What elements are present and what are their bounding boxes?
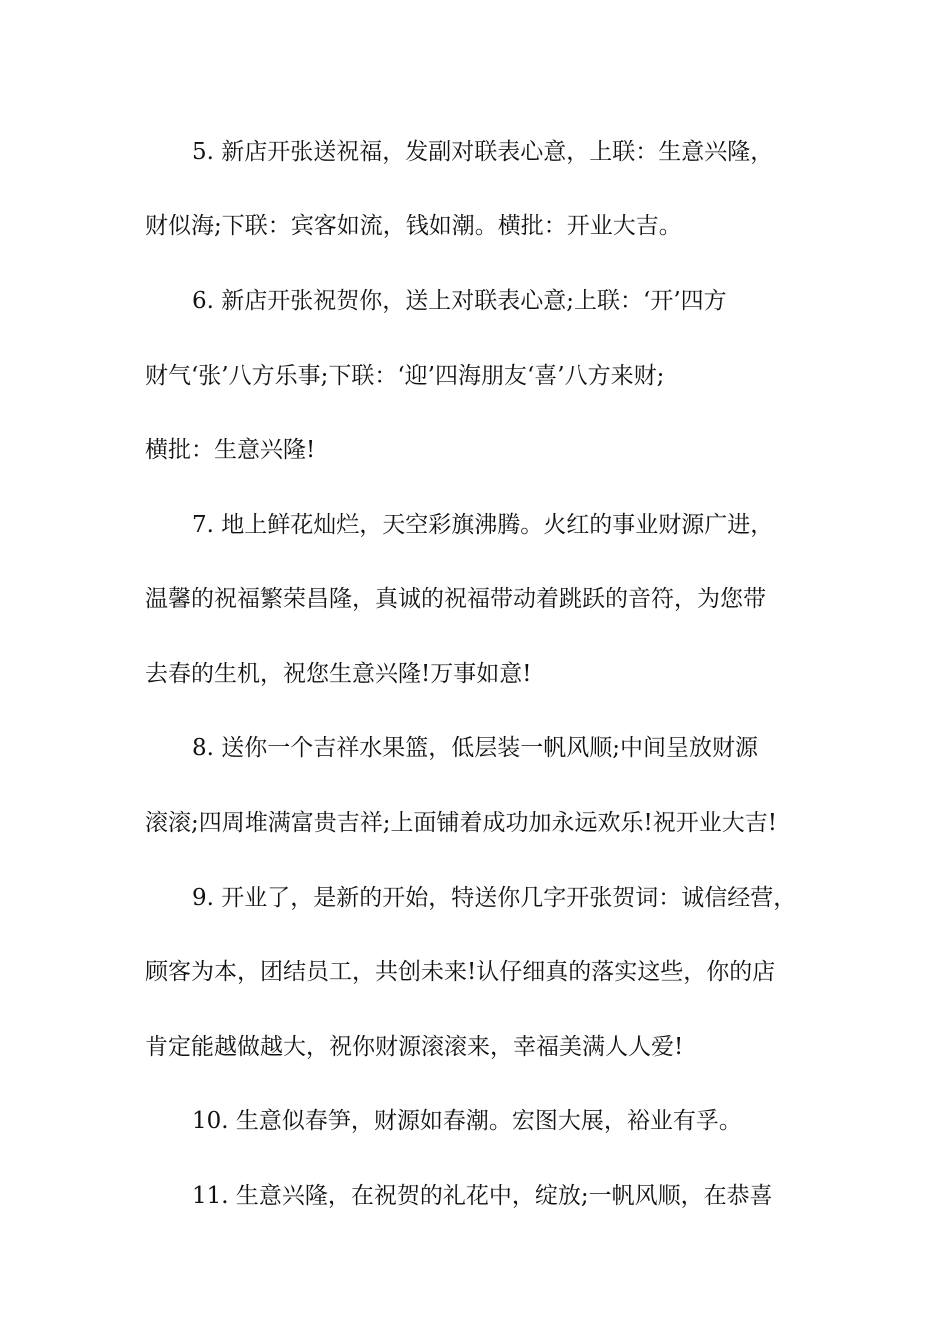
- paragraph-9-line-3: 肯定能越做越大，祝你财源滚滚来，幸福美满人人爱!: [145, 1034, 684, 1060]
- paragraph-11-line-1: 11. 生意兴隆，在祝贺的礼花中，绽放;一帆风顺，在恭喜: [192, 1183, 773, 1209]
- paragraph-8-line-2: 滚滚;四周堆满富贵吉祥;上面铺着成功加永远欢乐!祝开业大吉!: [145, 810, 777, 836]
- paragraph-6-line-2: 财气‘张’八方乐事;下联：‘迎’四海朋友‘喜’八方来财;: [145, 363, 665, 389]
- paragraph-9-line-2: 顾客为本，团结员工，共创未来!认仔细真的落实这些，你的店: [145, 959, 776, 985]
- paragraph-6-line-1: 6. 新店开张祝贺你，送上对联表心意;上联：‘开’四方: [192, 288, 727, 314]
- paragraph-7-line-2: 温馨的祝福繁荣昌隆，真诚的祝福带动着跳跃的音符，为您带: [145, 586, 766, 612]
- paragraph-6-line-3: 横批：生意兴隆!: [145, 437, 316, 463]
- paragraph-10-line-1: 10. 生意似春笋，财源如春潮。宏图大展，裕业有孚。: [192, 1108, 742, 1134]
- paragraph-8-line-1: 8. 送你一个吉祥水果篮，低层装一帆风顺;中间呈放财源: [192, 735, 759, 761]
- paragraph-7-line-1: 7. 地上鲜花灿烂，天空彩旗沸腾。火红的事业财源广进，: [192, 512, 774, 538]
- paragraph-9-line-1: 9. 开业了，是新的开始，特送你几字开张贺词：诚信经营，: [192, 885, 797, 911]
- paragraph-5-line-1: 5. 新店开张送祝福，发副对联表心意，上联：生意兴隆，: [192, 139, 774, 165]
- paragraph-7-line-3: 去春的生机，祝您生意兴隆!万事如意!: [145, 661, 532, 687]
- paragraph-5-line-2: 财似海;下联：宾客如流，钱如潮。横批：开业大吉。: [145, 213, 682, 239]
